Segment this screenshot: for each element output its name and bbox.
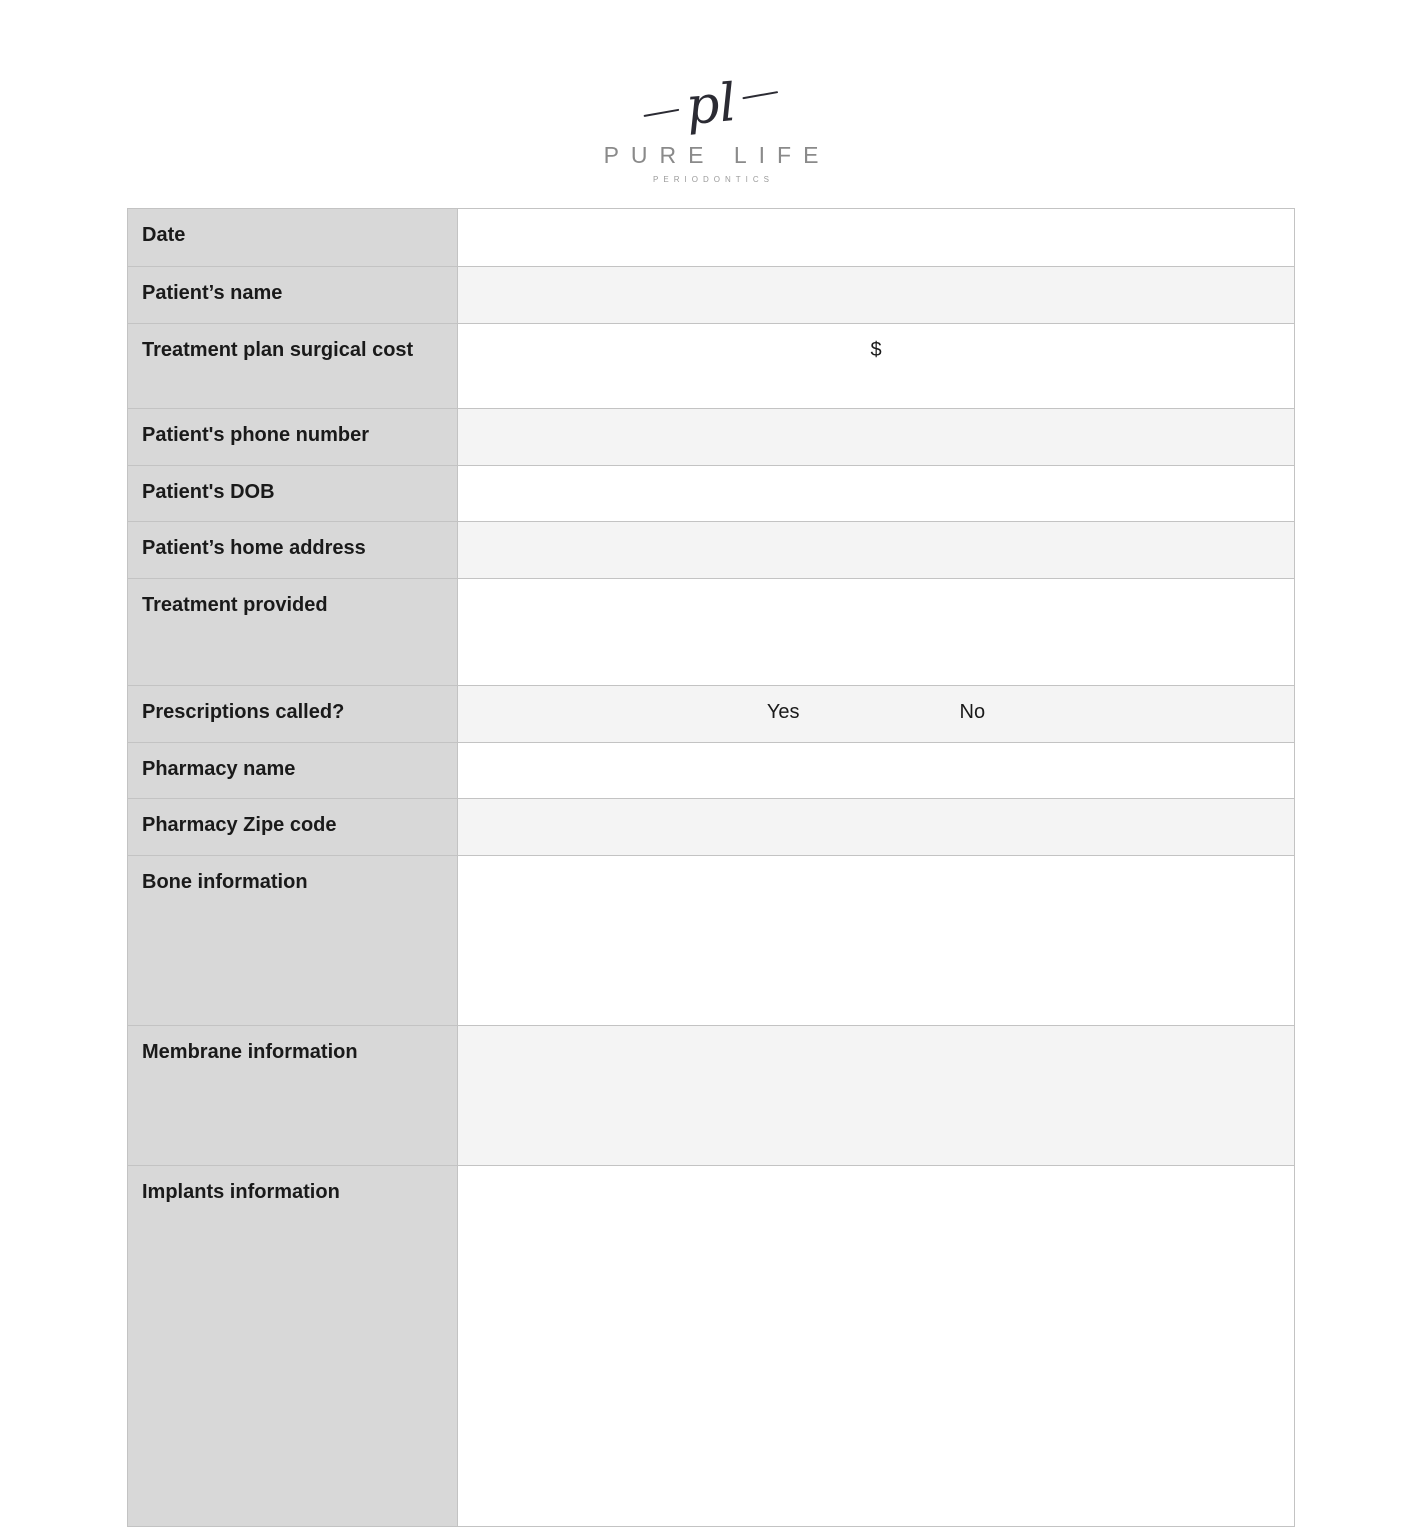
implants-information-field[interactable] xyxy=(458,1166,1294,1526)
table-row-implants-information xyxy=(128,1165,1294,1526)
implants-information-label: Implants information xyxy=(128,1166,458,1526)
pharmacy-zip-label: Pharmacy Zipe code xyxy=(128,799,458,855)
surgical-cost-field[interactable]: $ xyxy=(458,324,1294,408)
table-row-phone-number xyxy=(128,408,1294,465)
table-row-date xyxy=(128,209,1294,266)
surgical-cost-label: Treatment plan surgical cost xyxy=(128,324,458,408)
logo xyxy=(0,0,1422,184)
pharmacy-zip-field[interactable] xyxy=(458,799,1294,855)
table-row-dob xyxy=(128,465,1294,521)
phone-number-field[interactable] xyxy=(458,409,1294,465)
bone-information-label: Bone information xyxy=(128,856,458,1025)
table-row-prescriptions-called xyxy=(128,685,1294,742)
table-row-membrane-information xyxy=(128,1025,1294,1165)
patient-name-field[interactable] xyxy=(458,267,1294,323)
membrane-information-label: Membrane information xyxy=(128,1026,458,1165)
table-row-pharmacy-zip xyxy=(128,798,1294,855)
patient-form-table xyxy=(127,208,1295,1527)
home-address-field[interactable] xyxy=(458,522,1294,578)
prescriptions-called-label: Prescriptions called? xyxy=(128,686,458,742)
membrane-information-field[interactable] xyxy=(458,1026,1294,1165)
table-row-treatment-provided xyxy=(128,578,1294,685)
logo-flourish-left xyxy=(644,109,680,117)
date-label: Date xyxy=(128,209,458,266)
logo-name: PURE LIFE xyxy=(603,142,831,168)
dob-label: Patient's DOB xyxy=(128,466,458,521)
pharmacy-name-label: Pharmacy name xyxy=(128,743,458,798)
dob-field[interactable] xyxy=(458,466,1294,521)
bone-information-field[interactable] xyxy=(458,856,1294,1025)
home-address-label: Patient’s home address xyxy=(128,522,458,578)
logo-monogram-block xyxy=(0,72,1422,138)
prescriptions-called-field xyxy=(458,686,1294,742)
pharmacy-name-field[interactable] xyxy=(458,743,1294,798)
prescriptions-yes-option[interactable]: Yes xyxy=(766,701,800,723)
treatment-provided-field[interactable] xyxy=(458,579,1294,685)
patient-name-label: Patient’s name xyxy=(128,267,458,323)
date-field[interactable] xyxy=(458,209,1294,266)
logo-subtitle: PERIODONTICS xyxy=(653,175,774,184)
treatment-provided-label: Treatment provided xyxy=(128,579,458,685)
logo-monogram: pl xyxy=(683,72,739,138)
prescriptions-no-option[interactable]: No xyxy=(959,701,986,723)
table-row-home-address xyxy=(128,521,1294,578)
table-row-surgical-cost xyxy=(128,323,1294,408)
table-row-bone-information xyxy=(128,855,1294,1025)
table-row-patient-name xyxy=(128,266,1294,323)
phone-number-label: Patient's phone number xyxy=(128,409,458,465)
table-row-pharmacy-name xyxy=(128,742,1294,798)
logo-flourish-right xyxy=(742,91,778,99)
